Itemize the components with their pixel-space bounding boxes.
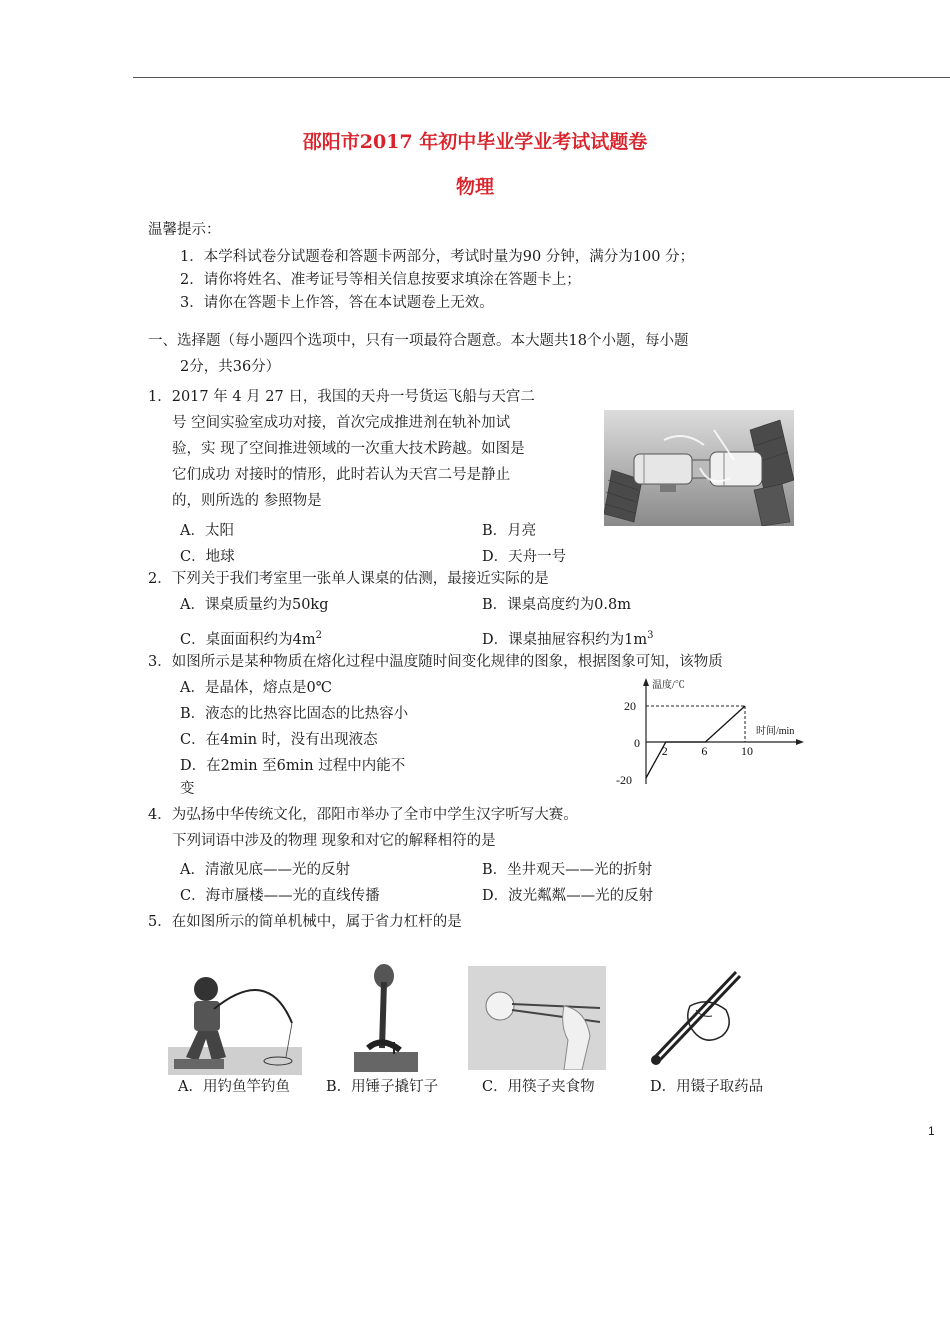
q4-stem: 4．为弘扬中华传统文化，邵阳市举办了全市中学生汉字听写大赛。 xyxy=(148,807,578,823)
x-tick-label: 2 xyxy=(661,744,668,758)
q5-caption-b: B．用锤子撬钉子 xyxy=(326,1079,439,1095)
q4-option-d: D．波光粼粼——光的反射 xyxy=(482,888,654,904)
q5-caption-a: A．用钓鱼竿钓鱼 xyxy=(178,1079,290,1095)
q4-option-b: B．坐井观天——光的折射 xyxy=(482,862,653,878)
q1-option-b: B．月亮 xyxy=(482,523,537,539)
hammer-image xyxy=(354,962,418,1072)
q1-option-c: C．地球 xyxy=(180,549,235,565)
q3-stem: 3．如图所示是某种物质在熔化过程中温度随时间变化规律的图象，根据图象可知，该物质 xyxy=(148,654,723,670)
tip-item: 1．本学科试卷分试题卷和答题卡两部分，考试时量为90 分钟，满分为100 分； xyxy=(180,249,695,265)
section-heading-cont: 2分，共36分） xyxy=(180,359,281,375)
tip-item: 2．请你将姓名、准考证号等相关信息按要求填涂在答题卡上； xyxy=(180,272,581,288)
chopsticks-image xyxy=(468,966,606,1070)
subject-title: 物理 xyxy=(455,176,494,198)
q2-stem: 2．下列关于我们考室里一张单人课桌的估测，最接近实际的是 xyxy=(148,571,549,587)
x-tick-label: 10 xyxy=(741,744,753,758)
x-axis-label: 时间/min xyxy=(756,726,795,737)
tweezers-image xyxy=(642,966,752,1070)
exam-title: 邵阳市2017 年初中毕业学业考试试题卷 xyxy=(302,131,648,153)
tip-item: 3．请你在答题卡上作答，答在本试题卷上无效。 xyxy=(180,295,494,311)
q3-option-b: B．液态的比热容比固态的比热容小 xyxy=(180,706,409,722)
x-axis-arrow xyxy=(796,739,804,745)
x-tick-label: 6 xyxy=(701,744,708,758)
q2-option-c-exponent: 2 xyxy=(315,630,322,641)
y-axis-label: 温度/℃ xyxy=(652,680,685,691)
q3-option-a: A．是晶体，熔点是0℃ xyxy=(180,680,332,696)
y-tick-label: 20 xyxy=(624,699,636,713)
fishing-rod-image xyxy=(168,965,302,1075)
q4-option-a: A．清澈见底——光的反射 xyxy=(180,862,350,878)
top-rule xyxy=(133,77,950,78)
q1-option-a: A．太阳 xyxy=(180,523,234,539)
q1-stem-line: 1．2017 年 4 月 27 日，我国的天舟一号货运飞船与天宫二 xyxy=(148,389,535,405)
q3-option-c: C．在4min 时，没有出现液态 xyxy=(180,732,378,748)
q1-stem-line: 的，则所选的 参照物是 xyxy=(172,493,322,509)
q2-option-d-exponent: 3 xyxy=(647,630,654,641)
space-station-photo xyxy=(604,410,794,526)
q4-stem-cont: 下列词语中涉及的物理 现象和对它的解释相符的是 xyxy=(172,833,496,849)
q2-option-a: A．课桌质量约为50kg xyxy=(180,597,329,613)
q1-stem-line: 它们成功 对接时的情形，此时若认为天宫二号是静止 xyxy=(172,467,511,483)
q2-option-c: C．桌面面积约为$4m^2$ xyxy=(180,630,322,648)
q5-stem: 5．在如图所示的简单机械中，属于省力杠杆的是 xyxy=(148,914,462,930)
q5-caption-c: C．用筷子夹食物 xyxy=(482,1079,595,1095)
page-number: 1 xyxy=(928,1124,935,1138)
y-axis-arrow xyxy=(643,678,649,686)
melting-curve-chart xyxy=(612,672,812,790)
section-heading: 一、选择题（每小题四个选项中，只有一项最符合题意。本大题共18个小题，每小题 xyxy=(148,333,689,349)
q1-option-d: D．天舟一号 xyxy=(482,549,567,565)
q4-option-c: C．海市蜃楼——光的直线传播 xyxy=(180,888,380,904)
y-tick-label: -20 xyxy=(616,773,632,787)
x-tick-label: 0 xyxy=(634,736,640,750)
q1-stem-line: 号 空间实验室成功对接，首次完成推进剂在轨补加试 xyxy=(172,415,511,431)
q2-option-b: B．课桌高度约为0.8m xyxy=(482,597,631,613)
q1-stem-line: 验，实 现了空间推进领域的一次重大技术跨越。如图是 xyxy=(172,441,525,457)
q5-caption-d: D．用镊子取药品 xyxy=(650,1079,764,1095)
q3-option-d-cont: 变 xyxy=(180,781,195,797)
tips-heading: 温馨提示： xyxy=(148,222,221,238)
q2-option-d: D．课桌抽屉容积约为$1m^3$ xyxy=(482,630,654,648)
q3-option-d: D．在2min 至6min 过程中内能不 xyxy=(180,758,406,774)
